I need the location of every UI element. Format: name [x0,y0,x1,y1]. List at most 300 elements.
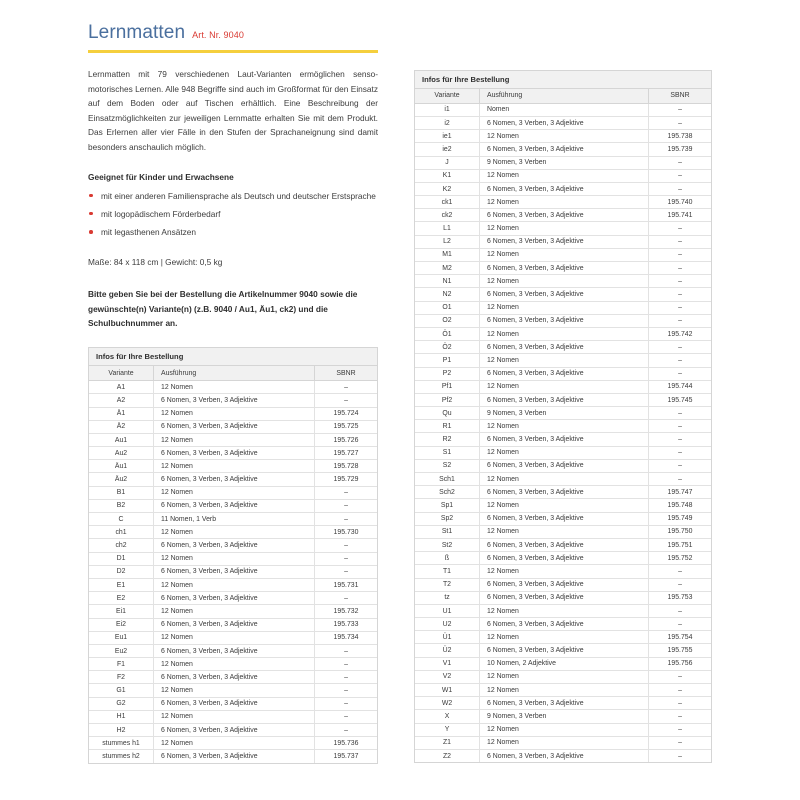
table-row [415,275,711,288]
cell-variante: Sch1 [415,473,480,486]
cell-variante: stummes h2 [89,750,154,763]
table-row [415,525,711,538]
cell-variante: C [89,513,154,526]
cell-variante: B1 [89,486,154,499]
cell-variante: U2 [415,618,480,631]
cell-variante: F1 [89,658,154,671]
table-row [89,631,377,644]
cell-ausfuehrung: 6 Nomen, 3 Verben, 3 Adjektive [154,394,315,407]
cell-sbnr: 195.734 [315,631,378,644]
table-row [89,592,377,605]
cell-variante: Sp1 [415,499,480,512]
cell-variante: T2 [415,578,480,591]
cell-variante: E1 [89,578,154,591]
variants-table [415,89,711,763]
table-row [89,658,377,671]
cell-ausfuehrung: 6 Nomen, 3 Verben, 3 Adjektive [480,235,649,248]
cell-variante: Z1 [415,736,480,749]
column-header-sbnr: SBNR [649,89,712,103]
table-row [415,486,711,499]
cell-variante: St1 [415,525,480,538]
column-header-ausfuehrung: Ausführung [154,366,315,380]
table-row [415,473,711,486]
table-row [89,671,377,684]
table-body [415,103,711,762]
cell-ausfuehrung: 6 Nomen, 3 Verben, 3 Adjektive [480,644,649,657]
cell-ausfuehrung: 6 Nomen, 3 Verben, 3 Adjektive [480,512,649,525]
measures-text: Maße: 84 x 118 cm | Gewicht: 0,5 kg [88,257,223,268]
cell-sbnr: – [649,684,712,697]
table-row [415,314,711,327]
cell-sbnr: – [649,262,712,275]
suitability-list [88,189,378,240]
table-row [415,446,711,459]
cell-ausfuehrung: 6 Nomen, 3 Verben, 3 Adjektive [480,209,649,222]
cell-sbnr: – [649,459,712,472]
cell-variante: i2 [415,116,480,129]
cell-variante: F2 [89,671,154,684]
cell-variante: Ü1 [415,631,480,644]
table-row [415,196,711,209]
cell-ausfuehrung: 12 Nomen [480,446,649,459]
variants-table [89,366,377,763]
cell-ausfuehrung: 10 Nomen, 2 Adjektive [480,657,649,670]
cell-sbnr: 195.754 [649,631,712,644]
table-caption: Infos für Ihre Bestellung [89,348,377,366]
cell-variante: L1 [415,222,480,235]
cell-variante: D1 [89,552,154,565]
cell-ausfuehrung: 12 Nomen [154,526,315,539]
cell-ausfuehrung: 6 Nomen, 3 Verben, 3 Adjektive [480,552,649,565]
cell-ausfuehrung: 12 Nomen [154,710,315,723]
cell-variante: St2 [415,538,480,551]
order-info-table-right [414,70,712,763]
cell-ausfuehrung: 11 Nomen, 1 Verb [154,513,315,526]
cell-sbnr: – [649,618,712,631]
cell-ausfuehrung: 6 Nomen, 3 Verben, 3 Adjektive [480,433,649,446]
cell-ausfuehrung: 12 Nomen [480,301,649,314]
cell-variante: H2 [89,724,154,737]
cell-ausfuehrung: 6 Nomen, 3 Verben, 3 Adjektive [480,341,649,354]
cell-ausfuehrung: 12 Nomen [480,196,649,209]
cell-variante: E2 [89,592,154,605]
cell-sbnr: 195.730 [315,526,378,539]
table-row [415,710,711,723]
cell-variante: Pf1 [415,380,480,393]
cell-ausfuehrung: 9 Nomen, 3 Verben [480,407,649,420]
cell-ausfuehrung: 6 Nomen, 3 Verben, 3 Adjektive [154,499,315,512]
cell-ausfuehrung: 12 Nomen [154,486,315,499]
table-row [89,644,377,657]
cell-sbnr: – [649,697,712,710]
cell-variante: i1 [415,103,480,116]
cell-sbnr: 195.750 [649,525,712,538]
cell-variante: S1 [415,446,480,459]
cell-variante: R2 [415,433,480,446]
table-row [89,710,377,723]
cell-variante: Ä2 [89,420,154,433]
table-row [89,605,377,618]
cell-sbnr: 195.725 [315,420,378,433]
cell-sbnr: 195.726 [315,433,378,446]
table-row [415,222,711,235]
cell-sbnr: – [649,341,712,354]
cell-ausfuehrung: 6 Nomen, 3 Verben, 3 Adjektive [154,539,315,552]
cell-variante: Qu [415,407,480,420]
table-row [415,736,711,749]
cell-ausfuehrung: 12 Nomen [480,604,649,617]
cell-ausfuehrung: 12 Nomen [480,736,649,749]
cell-ausfuehrung: 6 Nomen, 3 Verben, 3 Adjektive [154,724,315,737]
cell-variante: A2 [89,394,154,407]
table-row [89,473,377,486]
cell-variante: ck2 [415,209,480,222]
table-row [89,526,377,539]
cell-ausfuehrung: 6 Nomen, 3 Verben, 3 Adjektive [480,314,649,327]
cell-ausfuehrung: 12 Nomen [154,407,315,420]
cell-sbnr: – [649,103,712,116]
cell-sbnr: – [649,182,712,195]
list-item-label: mit einer anderen Familiensprache als Deutsch und deutscher Erstsprache [101,190,376,201]
cell-variante: R1 [415,420,480,433]
cell-sbnr: – [315,394,378,407]
table-row [89,684,377,697]
cell-variante: A1 [89,381,154,394]
cell-ausfuehrung: 12 Nomen [480,275,649,288]
table-row [89,565,377,578]
cell-sbnr: – [649,578,712,591]
table-row [415,618,711,631]
table-row [415,631,711,644]
cell-ausfuehrung: 12 Nomen [154,684,315,697]
cell-sbnr: 195.742 [649,327,712,340]
cell-variante: H1 [89,710,154,723]
cell-sbnr: – [315,539,378,552]
bullet-dot-icon [89,194,93,198]
table-row [415,670,711,683]
cell-sbnr: – [649,314,712,327]
cell-variante: Eu1 [89,631,154,644]
cell-variante: ch1 [89,526,154,539]
cell-ausfuehrung: 12 Nomen [154,737,315,750]
table-row [415,538,711,551]
cell-sbnr: 195.749 [649,512,712,525]
cell-ausfuehrung: 12 Nomen [480,420,649,433]
table-row [415,591,711,604]
intro-paragraph: Lernmatten mit 79 verschiedenen Laut-Varianten ermöglichen senso-motorisches Lernen. Alle 948 Begriffe sind auch im Großformat für den Einsatz auf dem Boden oder auf Tischen erhältlich. Eine Beschreibung der Einsatzmöglichkeiten zur jeweiligen Lernmatte erhalten Sie mit dem Produkt. Das Erlernen aller vier Fälle in den Stufen der Sprachaneignung sind damit besonders anschaulich möglich. [88,69,378,152]
cell-ausfuehrung: 12 Nomen [154,460,315,473]
cell-ausfuehrung: 6 Nomen, 3 Verben, 3 Adjektive [154,618,315,631]
cell-sbnr: – [315,644,378,657]
table-row [415,723,711,736]
cell-ausfuehrung: 6 Nomen, 3 Verben, 3 Adjektive [154,750,315,763]
cell-variante: G1 [89,684,154,697]
cell-ausfuehrung: 12 Nomen [480,684,649,697]
cell-ausfuehrung: 6 Nomen, 3 Verben, 3 Adjektive [154,565,315,578]
cell-ausfuehrung: 12 Nomen [480,525,649,538]
cell-ausfuehrung: 6 Nomen, 3 Verben, 3 Adjektive [480,116,649,129]
cell-sbnr: 195.741 [649,209,712,222]
cell-ausfuehrung: 12 Nomen [480,380,649,393]
cell-variante: K1 [415,169,480,182]
cell-ausfuehrung: 12 Nomen [480,670,649,683]
cell-sbnr: – [649,749,712,762]
column-header-variante: Variante [89,366,154,380]
cell-variante: O1 [415,301,480,314]
cell-variante: Sp2 [415,512,480,525]
cell-sbnr: – [649,275,712,288]
list-item [88,207,378,221]
cell-variante: T1 [415,565,480,578]
cell-sbnr: – [649,367,712,380]
article-number: Art. Nr. 9040 [192,30,244,40]
cell-variante: V1 [415,657,480,670]
table-row [89,618,377,631]
cell-variante: ck1 [415,196,480,209]
cell-ausfuehrung: 6 Nomen, 3 Verben, 3 Adjektive [480,459,649,472]
order-info-table-left [88,347,378,763]
table-row [415,380,711,393]
cell-sbnr: 195.752 [649,552,712,565]
cell-ausfuehrung: 6 Nomen, 3 Verben, 3 Adjektive [480,143,649,156]
cell-ausfuehrung: 6 Nomen, 3 Verben, 3 Adjektive [480,538,649,551]
cell-sbnr: – [315,565,378,578]
table-row [89,697,377,710]
cell-variante: P1 [415,354,480,367]
cell-ausfuehrung: 6 Nomen, 3 Verben, 3 Adjektive [154,473,315,486]
cell-sbnr: – [315,671,378,684]
cell-ausfuehrung: 12 Nomen [480,565,649,578]
title-underline-rule [88,50,378,53]
cell-ausfuehrung: 6 Nomen, 3 Verben, 3 Adjektive [154,697,315,710]
table-row [415,301,711,314]
cell-sbnr: – [315,499,378,512]
table-row [415,143,711,156]
cell-ausfuehrung: 12 Nomen [154,552,315,565]
cell-variante: M2 [415,262,480,275]
cell-variante: Z2 [415,749,480,762]
cell-variante: N1 [415,275,480,288]
cell-sbnr: – [649,248,712,261]
table-row [415,499,711,512]
cell-sbnr: – [315,684,378,697]
cell-ausfuehrung: 12 Nomen [154,433,315,446]
cell-sbnr: – [649,473,712,486]
table-row [415,262,711,275]
cell-variante: Äu1 [89,460,154,473]
cell-ausfuehrung: 12 Nomen [480,631,649,644]
cell-ausfuehrung: 12 Nomen [480,222,649,235]
cell-ausfuehrung: 12 Nomen [154,578,315,591]
cell-variante: J [415,156,480,169]
cell-sbnr: – [315,658,378,671]
cell-ausfuehrung: 6 Nomen, 3 Verben, 3 Adjektive [480,393,649,406]
cell-ausfuehrung: 6 Nomen, 3 Verben, 3 Adjektive [480,486,649,499]
table-row [415,657,711,670]
table-row [415,156,711,169]
cell-sbnr: 195.745 [649,393,712,406]
cell-sbnr: 195.756 [649,657,712,670]
table-header-row [415,89,711,103]
cell-sbnr: – [649,222,712,235]
table-row [415,354,711,367]
cell-ausfuehrung: 12 Nomen [154,658,315,671]
order-instruction-note: Bitte geben Sie bei der Bestellung die Artikelnummer 9040 sowie die gewünschte(n) Variante(n) (z.B. 9040 / Au1, Äu1, ck2) und die Schulbuchnummer an. [88,289,358,328]
table-row [415,130,711,143]
cell-variante: ie1 [415,130,480,143]
table-body [89,381,377,763]
table-row [89,486,377,499]
table-row [89,407,377,420]
table-row [89,447,377,460]
cell-ausfuehrung: 12 Nomen [480,169,649,182]
cell-sbnr: 195.729 [315,473,378,486]
page-title [88,22,378,44]
cell-sbnr: 195.747 [649,486,712,499]
table-row [89,737,377,750]
list-item [88,225,378,239]
cell-sbnr: – [649,433,712,446]
cell-variante: P2 [415,367,480,380]
cell-sbnr: 195.727 [315,447,378,460]
cell-sbnr: – [649,420,712,433]
cell-variante: Ei2 [89,618,154,631]
table-row [415,327,711,340]
cell-variante: ie2 [415,143,480,156]
cell-variante: W1 [415,684,480,697]
table-header-row [89,366,377,380]
cell-sbnr: – [315,697,378,710]
cell-sbnr: – [315,710,378,723]
table-row [415,103,711,116]
table-row [89,539,377,552]
table-row [89,750,377,763]
cell-sbnr: – [315,592,378,605]
cell-variante: G2 [89,697,154,710]
table-row [89,724,377,737]
cell-variante: Au2 [89,447,154,460]
cell-ausfuehrung: 6 Nomen, 3 Verben, 3 Adjektive [480,578,649,591]
cell-ausfuehrung: 12 Nomen [480,723,649,736]
cell-ausfuehrung: 12 Nomen [480,354,649,367]
cell-ausfuehrung: 6 Nomen, 3 Verben, 3 Adjektive [154,671,315,684]
cell-ausfuehrung: 12 Nomen [154,631,315,644]
cell-ausfuehrung: 6 Nomen, 3 Verben, 3 Adjektive [480,697,649,710]
table-row [415,644,711,657]
table-row [415,552,711,565]
table-row [415,684,711,697]
cell-sbnr: 195.728 [315,460,378,473]
cell-variante: stummes h1 [89,737,154,750]
cell-ausfuehrung: 6 Nomen, 3 Verben, 3 Adjektive [154,644,315,657]
table-row [415,393,711,406]
cell-sbnr: – [315,552,378,565]
cell-sbnr: 195.753 [649,591,712,604]
product-title: Lernmatten [88,22,186,43]
table-row [415,749,711,762]
cell-variante: Ö2 [415,341,480,354]
table-row [89,433,377,446]
cell-variante: V2 [415,670,480,683]
cell-variante: Ü2 [415,644,480,657]
table-row [415,459,711,472]
table-row [415,367,711,380]
cell-variante: ch2 [89,539,154,552]
cell-variante: Sch2 [415,486,480,499]
table-row [415,433,711,446]
cell-ausfuehrung: 6 Nomen, 3 Verben, 3 Adjektive [480,749,649,762]
cell-variante: O2 [415,314,480,327]
table-row [415,407,711,420]
cell-sbnr: – [649,288,712,301]
cell-variante: L2 [415,235,480,248]
cell-variante: W2 [415,697,480,710]
cell-variante: N2 [415,288,480,301]
list-item [88,189,378,203]
list-item-label: mit logopädischem Förderbedarf [101,208,221,219]
cell-variante: Ö1 [415,327,480,340]
cell-variante: K2 [415,182,480,195]
cell-sbnr: 195.738 [649,130,712,143]
suitability-heading: Geeignet für Kinder und Erwachsene [88,171,234,182]
list-item-label: mit legasthenen Ansätzen [101,226,197,237]
table-head [89,366,377,380]
cell-variante: Ei1 [89,605,154,618]
cell-sbnr: 195.739 [649,143,712,156]
table-row [415,420,711,433]
cell-ausfuehrung: 6 Nomen, 3 Verben, 3 Adjektive [154,447,315,460]
cell-variante: Au1 [89,433,154,446]
cell-ausfuehrung: 6 Nomen, 3 Verben, 3 Adjektive [154,420,315,433]
cell-sbnr: – [315,513,378,526]
cell-variante: Eu2 [89,644,154,657]
right-column [400,0,800,800]
cell-sbnr: – [315,381,378,394]
cell-variante: Pf2 [415,393,480,406]
cell-sbnr: 195.744 [649,380,712,393]
cell-variante: Äu2 [89,473,154,486]
table-row [415,341,711,354]
table-head [415,89,711,103]
cell-ausfuehrung: 12 Nomen [480,499,649,512]
cell-sbnr: 195.755 [649,644,712,657]
cell-ausfuehrung: 6 Nomen, 3 Verben, 3 Adjektive [480,262,649,275]
table-row [415,235,711,248]
cell-sbnr: – [315,486,378,499]
table-row [415,248,711,261]
cell-sbnr: – [649,723,712,736]
cell-sbnr: 195.733 [315,618,378,631]
table-row [415,288,711,301]
cell-sbnr: 195.751 [649,538,712,551]
table-row [89,394,377,407]
column-header-variante: Variante [415,89,480,103]
cell-ausfuehrung: 9 Nomen, 3 Verben [480,156,649,169]
cell-ausfuehrung: 6 Nomen, 3 Verben, 3 Adjektive [480,182,649,195]
cell-sbnr: – [649,407,712,420]
cell-variante: tz [415,591,480,604]
cell-ausfuehrung: 6 Nomen, 3 Verben, 3 Adjektive [480,288,649,301]
cell-ausfuehrung: 6 Nomen, 3 Verben, 3 Adjektive [480,591,649,604]
cell-ausfuehrung: 12 Nomen [480,248,649,261]
table-row [89,460,377,473]
cell-sbnr: – [649,736,712,749]
cell-ausfuehrung: 12 Nomen [154,605,315,618]
cell-sbnr: – [649,169,712,182]
cell-sbnr: 195.737 [315,750,378,763]
table-row [415,169,711,182]
cell-variante: Y [415,723,480,736]
